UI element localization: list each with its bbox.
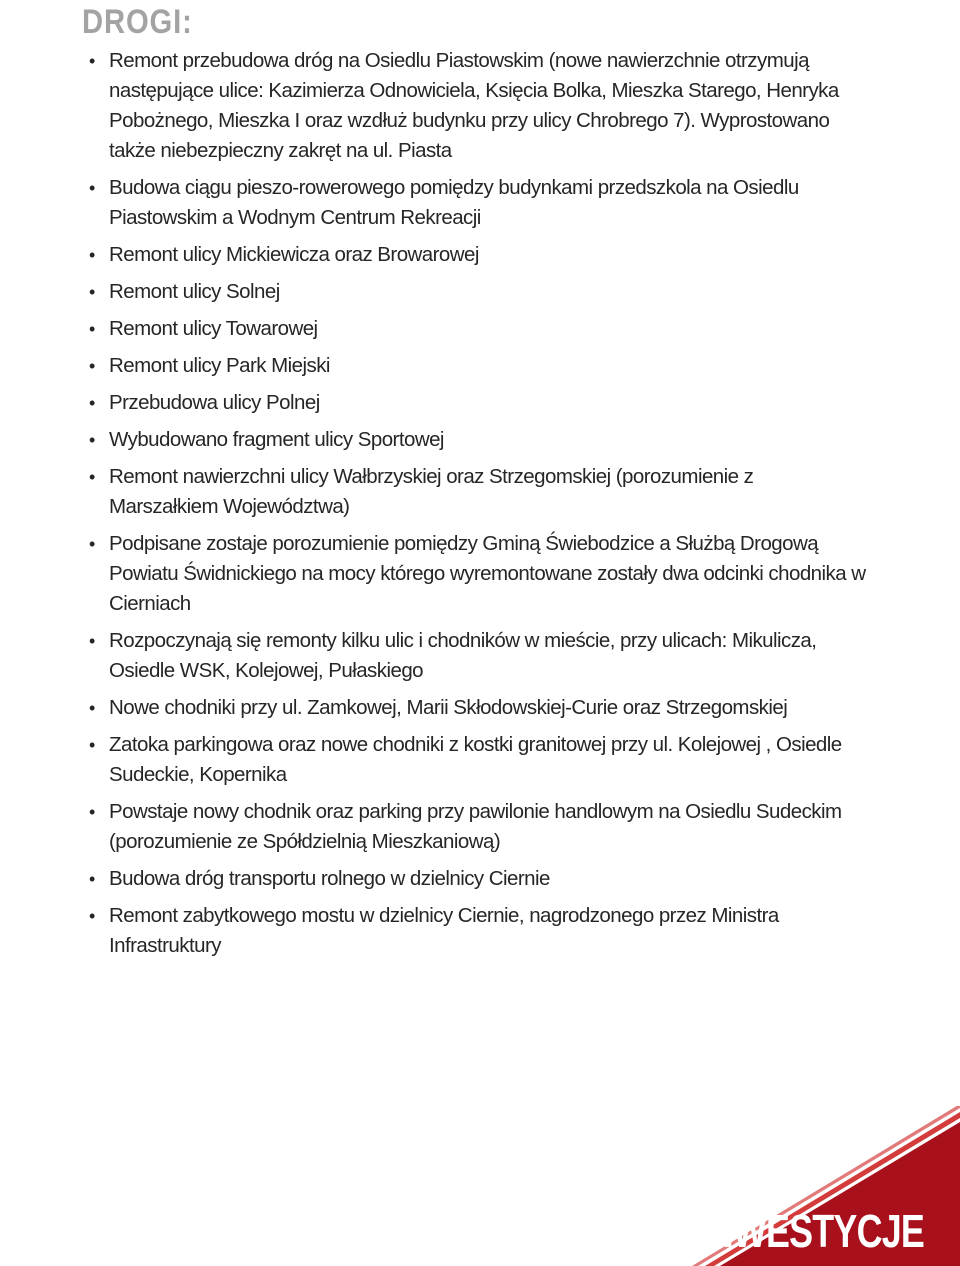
- bullet-icon: •: [89, 319, 95, 339]
- bullet-icon: •: [89, 698, 95, 718]
- bullet-icon: •: [89, 802, 95, 822]
- list-item-text: Przebudowa ulicy Polnej: [109, 391, 320, 414]
- list-item-text: Remont przebudowa dróg na Osiedlu Piastowskim (nowe nawierzchnie otrzymują następujące ulice: Kazimierza Odnowiciela, Księcia Bolka, Mieszka Starego, Henryka Pobożnego, Mieszka I oraz wzdłuż budynku przy ulicy Chrobrego 7). Wyprostowano także niebezpieczny zakręt na ul. Piasta: [109, 49, 839, 162]
- list-item-text: Budowa dróg transportu rolnego w dzielnicy Ciernie: [109, 867, 550, 890]
- list-item: [87, 462, 867, 522]
- list-item: [87, 797, 867, 857]
- list-item-text: Remont ulicy Park Miejski: [109, 354, 330, 377]
- list-item-text: Remont ulicy Solnej: [109, 280, 280, 303]
- list-item: [87, 240, 867, 270]
- bullet-icon: •: [89, 735, 95, 755]
- list-item: [87, 314, 867, 344]
- list-item: [87, 351, 867, 381]
- page-title: DROGI:: [82, 3, 193, 41]
- bullet-icon: •: [89, 393, 95, 413]
- list-item-text: Wybudowano fragment ulicy Sportowej: [109, 428, 444, 451]
- roads-bullet-list: [87, 46, 867, 968]
- list-item: [87, 46, 867, 166]
- list-item: [87, 529, 867, 619]
- list-item: [87, 693, 867, 723]
- bullet-icon: •: [89, 631, 95, 651]
- bullet-icon: •: [89, 534, 95, 554]
- bullet-icon: •: [89, 906, 95, 926]
- list-item: [87, 730, 867, 790]
- list-item-text: Remont ulicy Towarowej: [109, 317, 318, 340]
- list-item-text: Powstaje nowy chodnik oraz parking przy pawilonie handlowym na Osiedlu Sudeckim (porozumienie ze Spółdzielnią Mieszkaniową): [109, 800, 842, 853]
- list-item-text: Remont ulicy Mickiewicza oraz Browarowej: [109, 243, 479, 266]
- list-item: [87, 901, 867, 961]
- list-item: [87, 864, 867, 894]
- list-item: [87, 388, 867, 418]
- list-item: [87, 277, 867, 307]
- list-item-text: Podpisane zostaje porozumienie pomiędzy Gminą Świebodzice a Służbą Drogową Powiatu Świdnickiego na mocy którego wyremontowane zostały dwa odcinki chodnika w Cierniach: [109, 532, 866, 615]
- list-item: [87, 425, 867, 455]
- bullet-icon: •: [89, 245, 95, 265]
- bullet-icon: •: [89, 356, 95, 376]
- list-item-text: Nowe chodniki przy ul. Zamkowej, Marii Skłodowskiej-Curie oraz Strzegomskiej: [109, 696, 788, 719]
- list-item-text: Budowa ciągu pieszo-rowerowego pomiędzy budynkami przedszkola na Osiedlu Piastowskim a Wodnym Centrum Rekreacji: [109, 176, 799, 229]
- list-item-text: Rozpoczynają się remonty kilku ulic i chodników w mieście, przy ulicach: Mikulicza, Osiedle WSK, Kolejowej, Pułaskiego: [109, 629, 817, 682]
- bullet-icon: •: [89, 430, 95, 450]
- list-item-text: Zatoka parkingowa oraz nowe chodniki z kostki granitowej przy ul. Kolejowej , Osiedle Sudeckie, Kopernika: [109, 733, 842, 786]
- bullet-icon: •: [89, 282, 95, 302]
- bullet-icon: •: [89, 178, 95, 198]
- footer-band: [0, 1106, 960, 1266]
- footer-section-label: INWESTYCJE: [698, 1205, 924, 1257]
- list-item-text: Remont nawierzchni ulicy Wałbrzyskiej oraz Strzegomskiej (porozumienie z Marszałkiem Województwa): [109, 465, 754, 518]
- list-item-text: Remont zabytkowego mostu w dzielnicy Ciernie, nagrodzonego przez Ministra Infrastruktury: [109, 904, 779, 957]
- bullet-icon: •: [89, 467, 95, 487]
- list-item: [87, 626, 867, 686]
- bullet-icon: •: [89, 869, 95, 889]
- list-item: [87, 173, 867, 233]
- bullet-icon: •: [89, 51, 95, 71]
